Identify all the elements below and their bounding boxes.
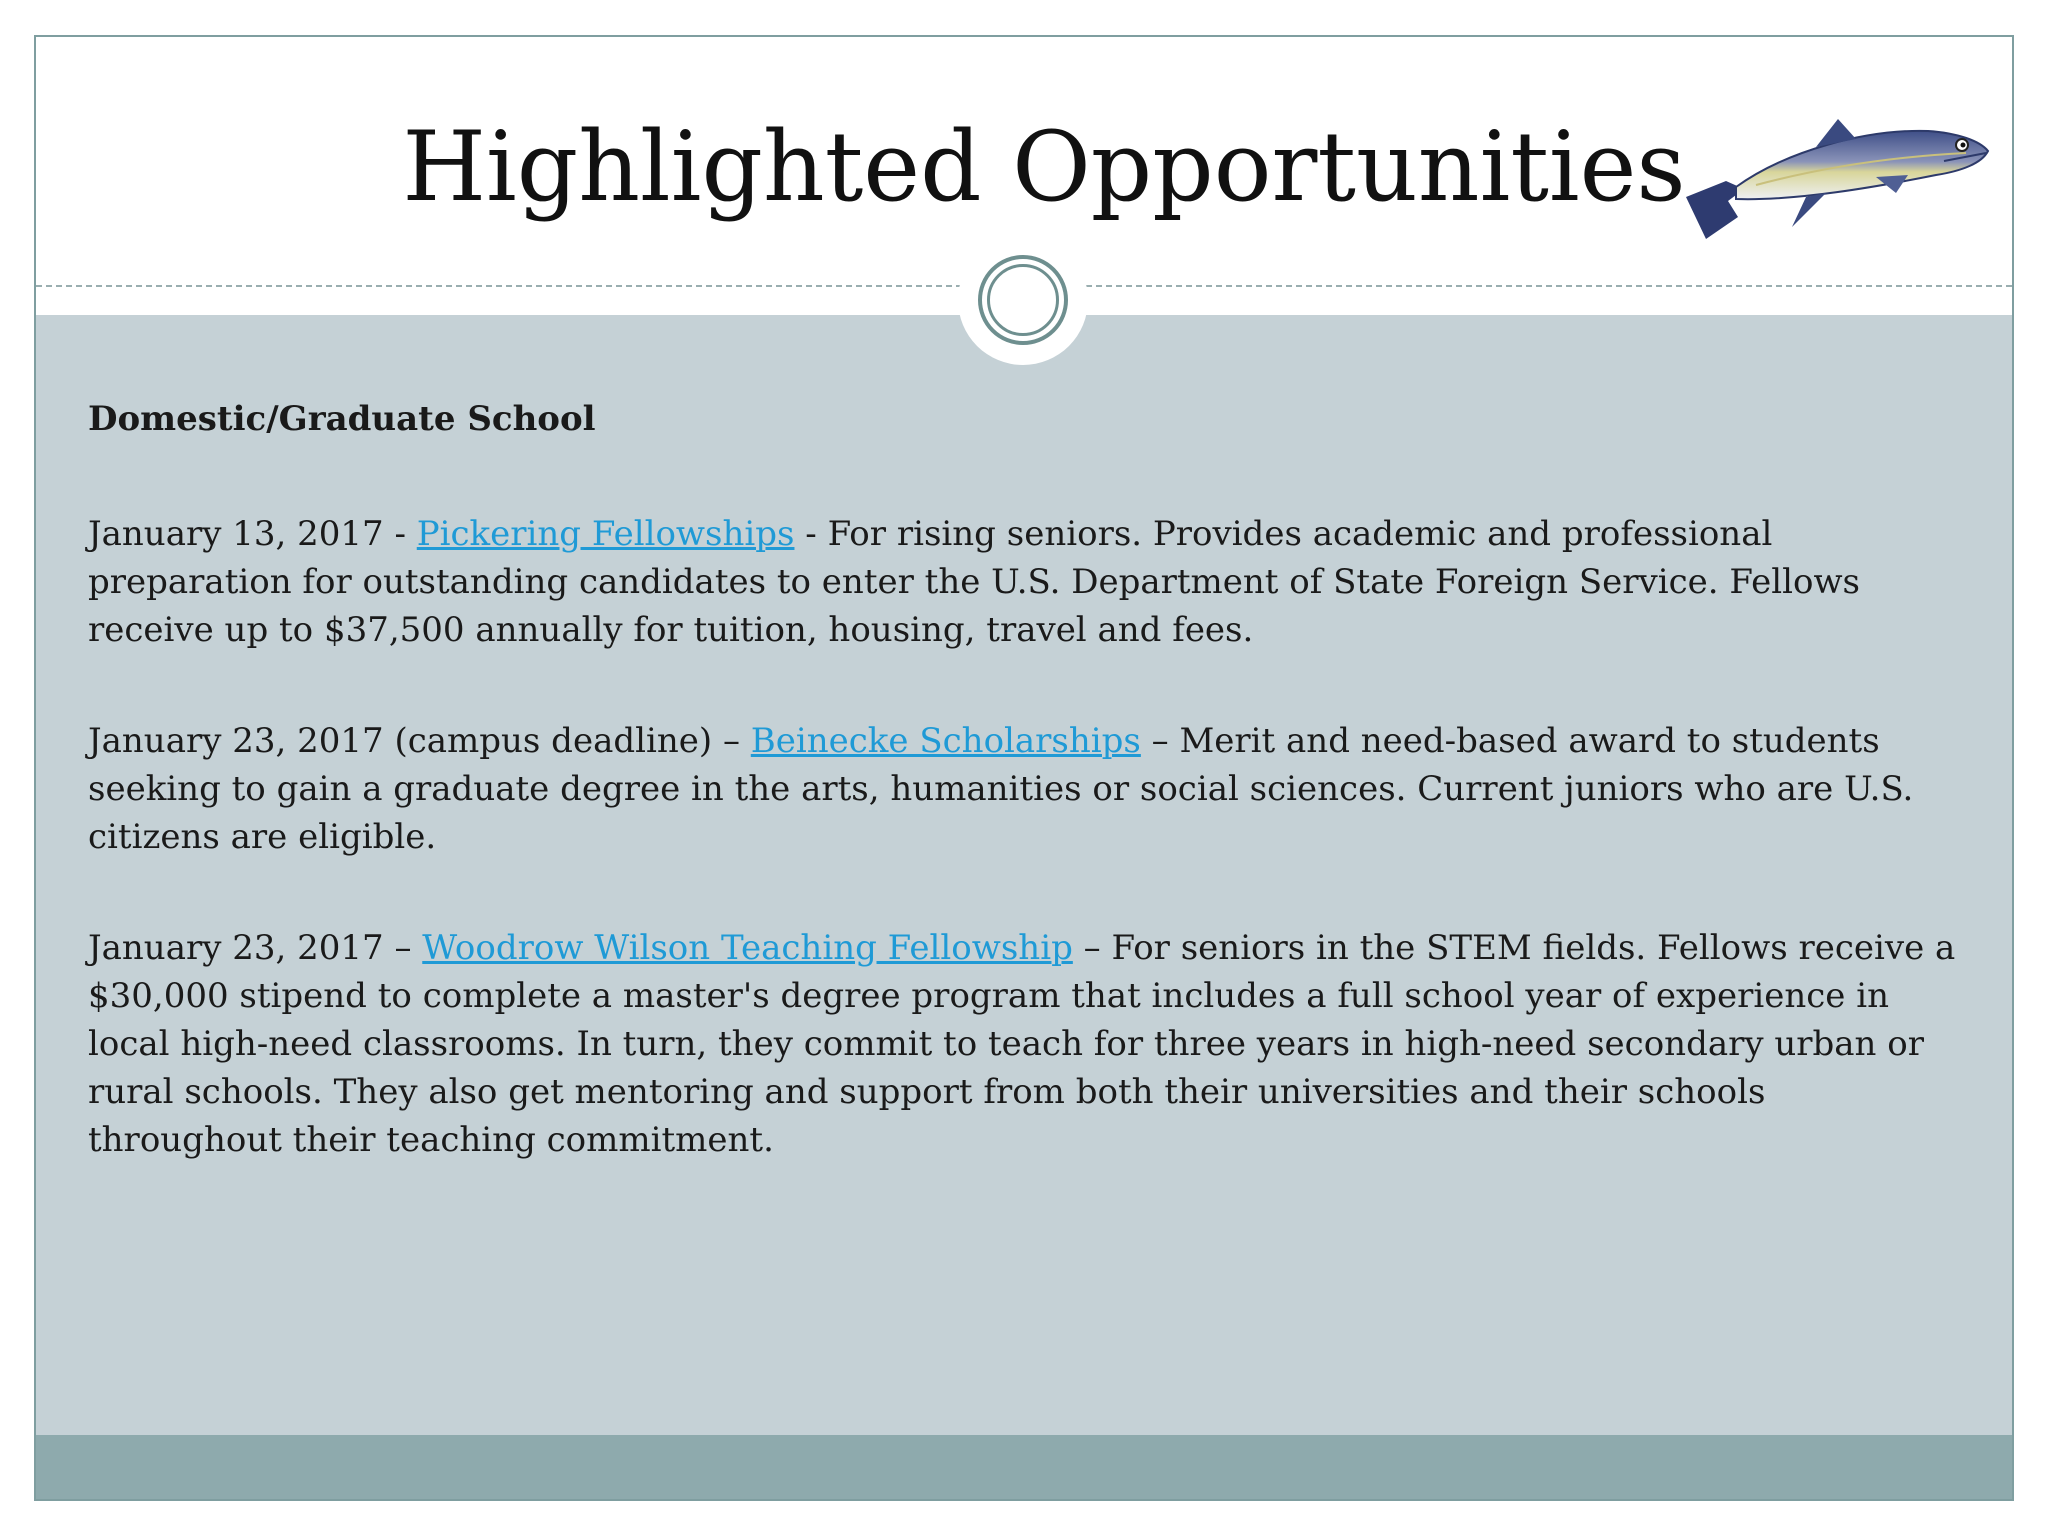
entry-woodrow-wilson bbox=[88, 924, 1968, 1164]
content-panel bbox=[36, 315, 2012, 1438]
slide-title: Highlighted Opportunities bbox=[402, 111, 1686, 223]
entry-pickering bbox=[88, 510, 1968, 654]
ring-ornament bbox=[958, 235, 1088, 365]
fish-illustration bbox=[1666, 89, 1996, 259]
section-heading: Domestic/Graduate School bbox=[88, 399, 596, 439]
pickering-fellowships-link[interactable]: Pickering Fellowships bbox=[416, 514, 795, 554]
content-text bbox=[88, 395, 1968, 1227]
entry-date: January 23, 2017 (campus deadline) – bbox=[88, 721, 751, 761]
beinecke-scholarships-link[interactable]: Beinecke Scholarships bbox=[750, 721, 1141, 761]
entry-description: - For rising seniors. Provides academic and professional preparation for outstanding candidates to enter the U.S. Department of State Foreign Service. Fellows receive up to $37,500 annually for tuition, housing, travel and fees. bbox=[88, 514, 1861, 650]
entry-beinecke bbox=[88, 717, 1968, 861]
entry-date: January 23, 2017 – bbox=[88, 928, 423, 968]
woodrow-wilson-fellowship-link[interactable]: Woodrow Wilson Teaching Fellowship bbox=[422, 928, 1073, 968]
slide bbox=[34, 35, 2014, 1501]
slide-footer-band bbox=[36, 1435, 2012, 1499]
ring-icon bbox=[978, 255, 1068, 345]
entry-description: – Merit and need-based award to students seeking to gain a graduate degree in the arts, humanities or social sciences. Current juniors who are U.S. citizens are eligible. bbox=[88, 721, 1914, 857]
entry-description: – For seniors in the STEM fields. Fellows receive a $30,000 stipend to complete a master's degree program that includes a full school year of experience in local high-need classrooms. In turn, they commit to teach for three years in high-need secondary urban or rural schools. They also get mentoring and support from both their universities and their schools throughout their teaching commitment. bbox=[88, 928, 1956, 1160]
entry-date: January 13, 2017 - bbox=[88, 514, 417, 554]
